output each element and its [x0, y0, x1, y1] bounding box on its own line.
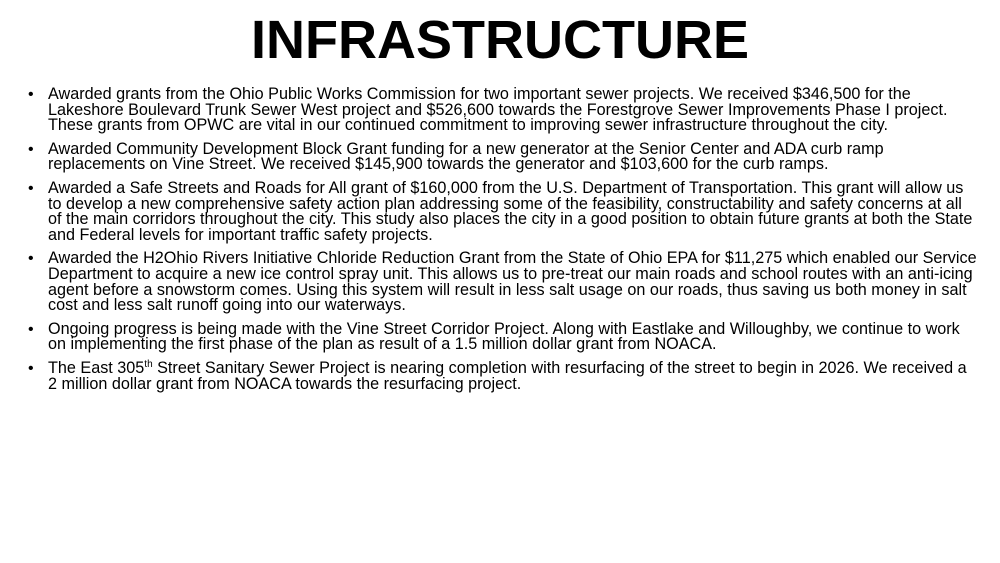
bullet-text: Ongoing progress is being made with the Vine Street Corridor Project. Along with Eastlake and Willoughby, we continue to work on implementing the first phase of the plan as result of a 1.5 million dollar grant from NOACA.: [48, 319, 960, 354]
bullet-text: Awarded the H2Ohio Rivers Initiative Chloride Reduction Grant from the State of Ohio EPA for $11,275 which enabled our Service Department to acquire a new ice control spray unit. This allows us to pre-treat our main roads and school routes with an anti-icing agent before a snowstorm comes. Using this system will result in less salt usage on our roads, thus saving us both money in salt cost and less salt runoff going into our waterways.: [48, 249, 977, 315]
bullet-item-east-305th-sewer: [28, 358, 978, 393]
bullet-list: [28, 87, 978, 400]
bullet-text: Awarded a Safe Streets and Roads for All grant of $160,000 from the U.S. Department of Transportation. This grant will allow us to develop a new comprehensive safety action plan addressing some of the feasibility, constructability and safety concerns at all of the main corridors throughout the city. This study also places the city in a good position to obtain future grants at both the State and Federal levels for important traffic safety projects.: [48, 178, 973, 244]
bullet-item-h2ohio-grant: [28, 251, 978, 313]
bullet-dot-icon: •: [28, 140, 34, 158]
bullet-text-after: Street Sanitary Sewer Project is nearing completion with resurfacing of the street to begin in 2026. We received a 2 million dollar grant from NOACA towards the resurfacing project.: [48, 358, 967, 393]
bullet-dot-icon: •: [28, 320, 34, 338]
ordinal-superscript: th: [144, 358, 153, 370]
bullet-dot-icon: •: [28, 86, 34, 103]
bullet-text: Awarded Community Development Block Grant funding for a new generator at the Senior Center and ADA curb ramp replacements on Vine Street. We received $145,900 towards the generator and $103,600 for the curb ramps.: [48, 139, 884, 174]
bullet-item-opwc-grants: [28, 87, 978, 134]
bullet-text: Awarded grants from the Ohio Public Works Commission for two important sewer projects. We received $346,500 for the Lakeshore Boulevard Trunk Sewer West project and $526,600 towards the Forestgrove Sewer Improvements Phase I project. These grants from OPWC are vital in our continued commitment to improving sewer infrastructure throughout the city.: [48, 85, 948, 135]
bullet-dot-icon: •: [28, 359, 34, 377]
bullet-dot-icon: •: [28, 179, 34, 197]
bullet-text-before: The East 305: [48, 358, 145, 377]
bullet-item-safe-streets-grant: [28, 178, 978, 244]
bullet-dot-icon: •: [28, 250, 34, 268]
bullet-item-cdbg-funding: [28, 139, 978, 174]
slide-title: INFRASTRUCTURE: [251, 10, 749, 70]
bullet-item-vine-street-corridor: [28, 319, 978, 354]
bullet-text: [48, 359, 967, 393]
